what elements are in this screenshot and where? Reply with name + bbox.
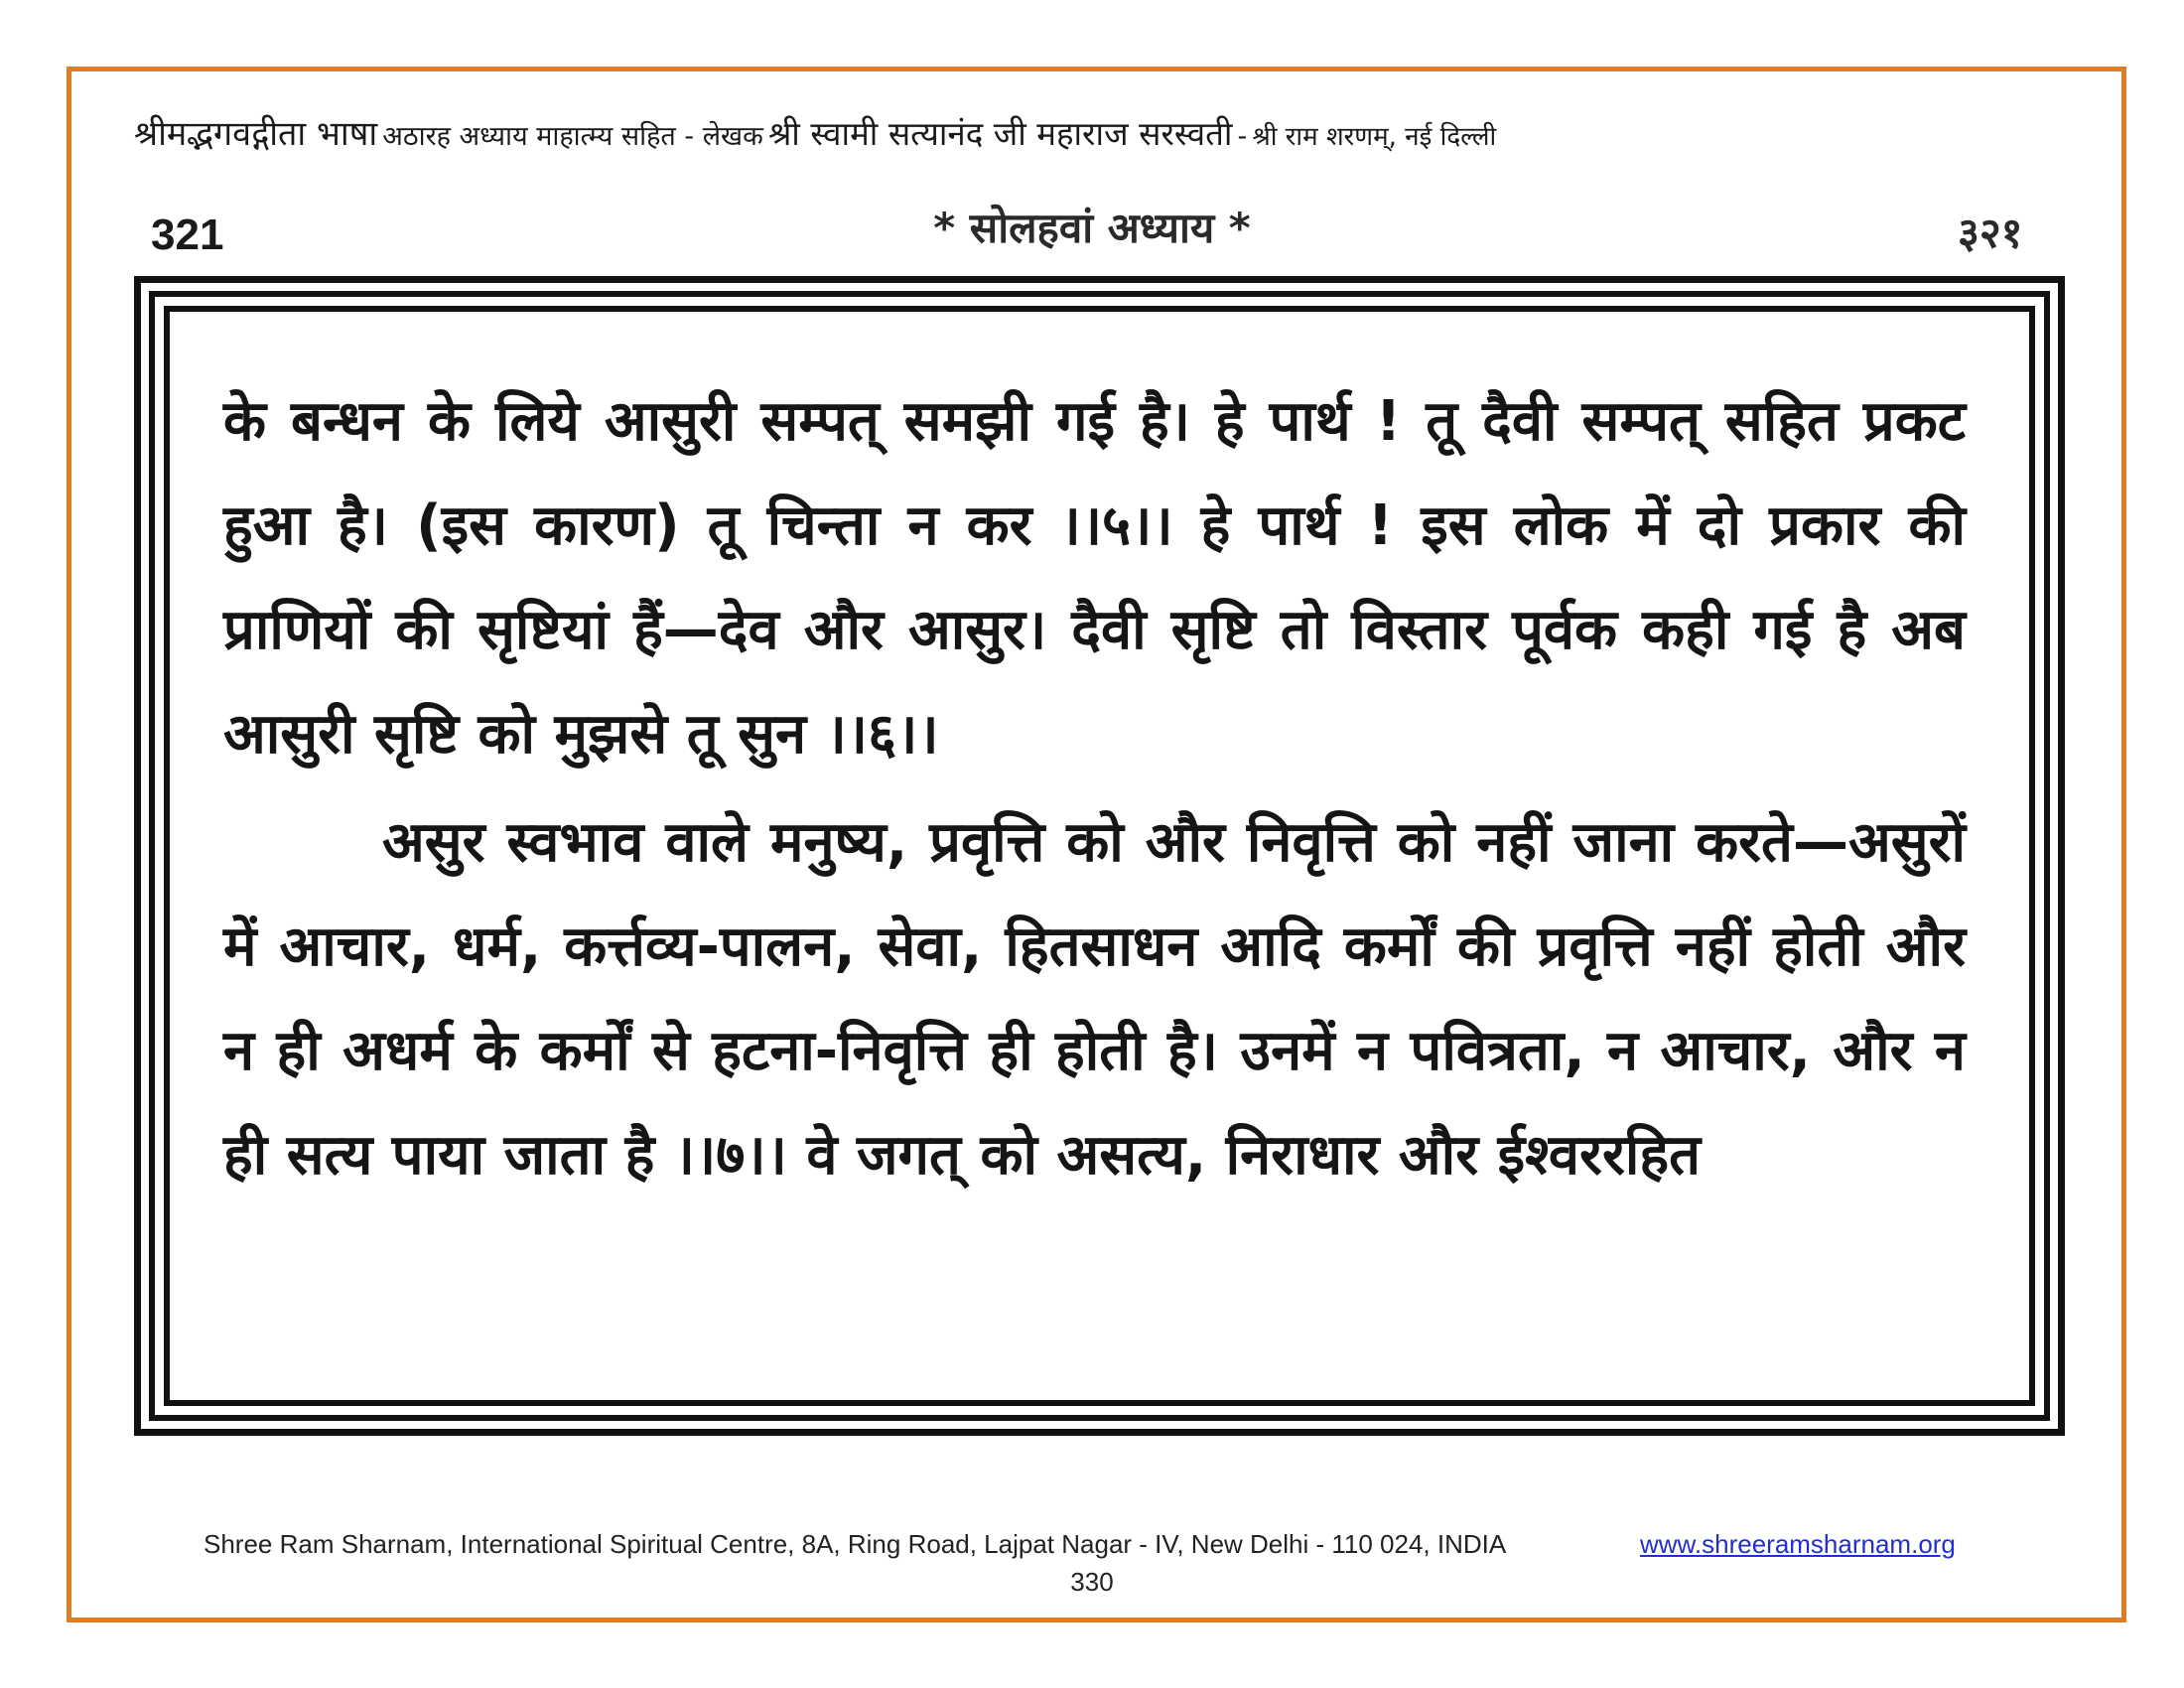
book-subtitle: अठारह अध्याय माहात्म्य सहित - लेखक <box>382 121 763 152</box>
website-link[interactable]: www.shreeramsharnam.org <box>1640 1529 1956 1559</box>
footer-page-number: 330 <box>1070 1567 1114 1597</box>
footer-address: Shree Ram Sharnam, International Spiritual Centre, 8A, Ring Road, Lajpat Nagar - IV, New Delhi - 110 024, INDIA <box>204 1529 1507 1559</box>
page-number-devanagari: ३२१ <box>1958 209 2023 257</box>
chapter-title: * सोलहवां अध्याय * <box>933 204 1251 252</box>
page-number-latin: 321 <box>151 211 224 259</box>
verse-paragraph-2: असुर स्वभाव वाले मनुष्य, प्रवृत्ति को और निवृत्ति को नहीं जाना करते—असुरों में आचार, धर्म, कर्त्तव्य-पालन, सेवा, हितसाधन आदि कर्मों की प्रवृत्ति नहीं होती और न ही अधर्म के कर्मों से हटना-निवृत्ति ही होती है। उनमें न पवित्रता, न आचार, और न ही सत्य पाया जाता है ।।७।। वे जगत् को असत्य, निराधार और ईश्वररहित <box>223 810 1966 1188</box>
book-publisher: श्री राम शरणम्, नई दिल्ली <box>1252 122 1497 152</box>
verse-paragraph-1: के बन्धन के लिये आसुरी सम्पत् समझी गई है। हे पार्थ ! तू दैवी सम्पत् सहित प्रकट हुआ है। (इस कारण) तू चिन्ता न कर ।।५।। हे पार्थ ! इस लोक में दो प्रकार की प्राणियों की सृष्टियां हैं—देव और आसुर। दैवी सृष्टि तो विस्तार पूर्वक कही गई है अब आसुरी सृष्टि को मुझसे तू सुन ।।६।। <box>223 389 1966 767</box>
verse-text-body <box>223 369 1966 1207</box>
book-header <box>134 114 2060 154</box>
header-separator: - <box>1237 121 1248 152</box>
book-title: श्रीमद्भगवद्गीता भाषा <box>134 114 378 154</box>
book-author: श्री स्वामी सत्यानंद जी महाराज सरस्वती <box>767 114 1233 153</box>
